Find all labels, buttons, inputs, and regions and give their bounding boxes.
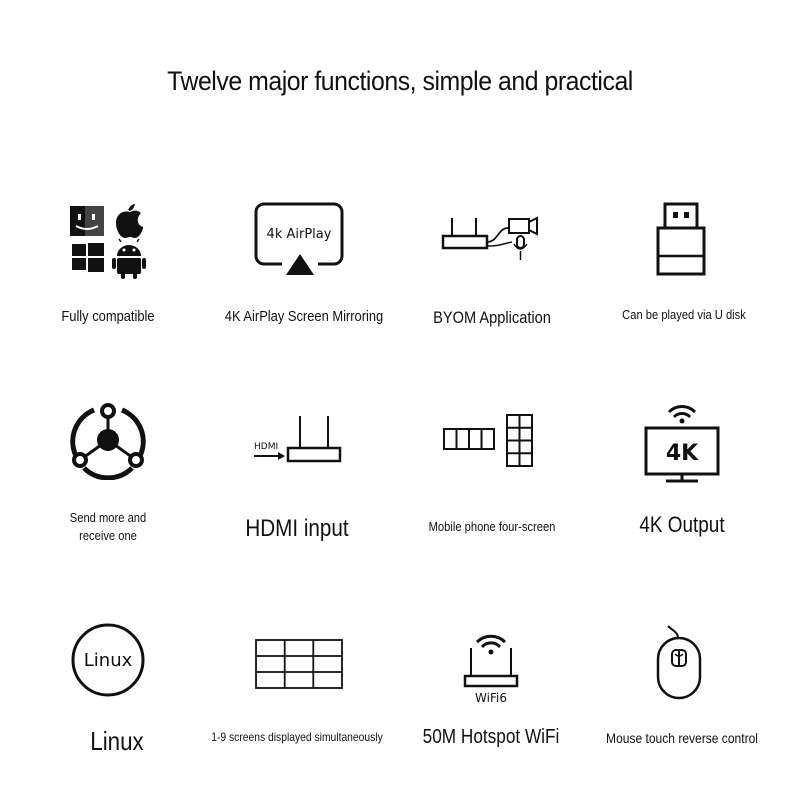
4k-icon-text: 4K <box>665 441 699 466</box>
linux-icon <box>70 622 146 698</box>
feature-label-send-receive <box>9 509 207 545</box>
feature-label-fully-compatible: Fully compatible <box>61 308 155 325</box>
feature-label-airplay: 4K AirPlay Screen Mirroring <box>224 308 384 325</box>
airplay-icon <box>254 202 346 278</box>
airplay-icon-text: 4k AirPlay <box>266 227 332 242</box>
mouse-icon <box>654 624 704 702</box>
wifi6-icon-text: WiFi6 <box>475 691 507 705</box>
4k-monitor-icon <box>642 396 722 486</box>
feature-label-hdmi: HDMI input <box>245 515 349 542</box>
network-hub-icon <box>68 400 148 480</box>
feature-label-4k-output: 4K Output <box>639 512 725 537</box>
feature-label-hotspot: 50M Hotspot WiFi <box>422 726 560 748</box>
feature-label-send-receive-line2: receive one <box>79 528 137 543</box>
byom-icon <box>440 210 544 266</box>
feature-label-byom: BYOM Application <box>433 308 551 327</box>
feature-label-four-screen: Mobile phone four-screen <box>428 519 556 534</box>
feature-label-mouse: Mouse touch reverse control <box>606 730 758 746</box>
feature-label-nine-grid: 1-9 screens displayed simultaneously <box>211 730 383 744</box>
hdmi-input-icon <box>252 412 346 466</box>
page-title: Twelve major functions, simple and practical <box>167 66 633 96</box>
usb-drive-icon <box>654 202 708 278</box>
hdmi-icon-text: HDMI <box>254 442 279 452</box>
feature-label-send-receive-line1: Send more and <box>69 510 147 525</box>
feature-label-linux: Linux <box>90 726 144 756</box>
linux-icon-text: Linux <box>83 650 133 671</box>
wifi6-router-icon <box>460 626 522 708</box>
feature-label-usb: Can be played via U disk <box>622 307 746 322</box>
nine-grid-icon <box>254 638 344 690</box>
os-compat-icon <box>68 200 148 280</box>
four-screen-icon <box>442 412 536 470</box>
